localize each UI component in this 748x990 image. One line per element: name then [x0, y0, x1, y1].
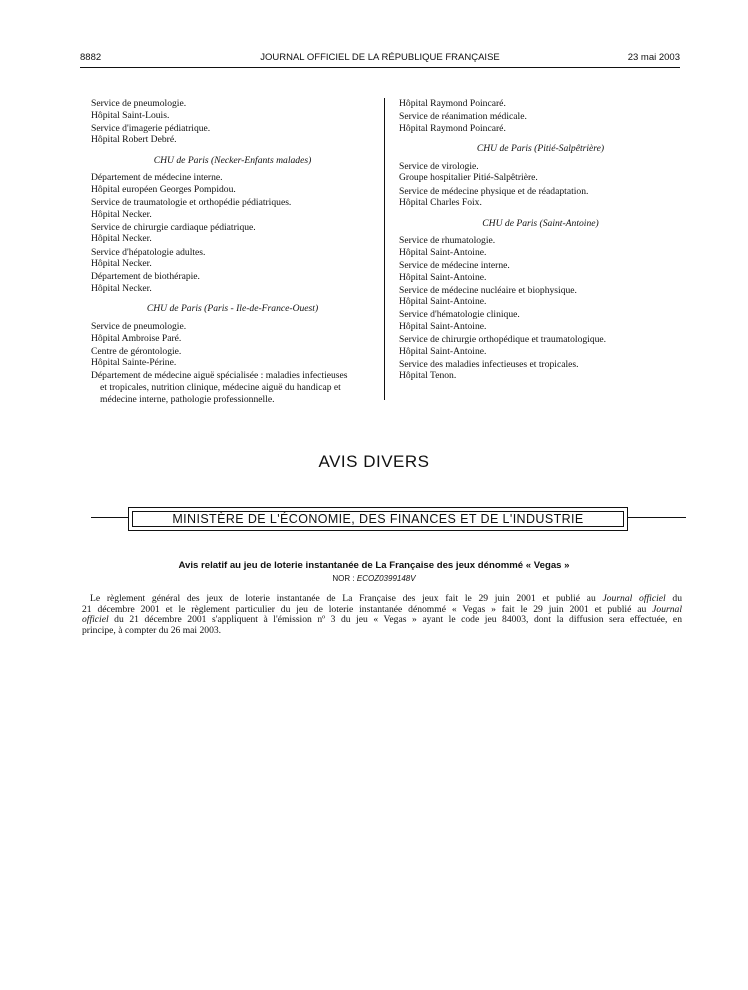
- left-column: [91, 98, 374, 407]
- service-entry: [91, 346, 374, 369]
- italic-text: Journal: [652, 603, 682, 615]
- entry-line: Service de virologie.: [399, 160, 479, 172]
- entry-line: Hôpital Saint-Antoine.: [399, 271, 487, 283]
- nor-reference: [0, 574, 748, 583]
- service-entry: [91, 172, 374, 195]
- entry-line: Service de chirurgie orthopédique et traumatologique.: [399, 334, 607, 346]
- entry-line: Hôpital Raymond Poincaré.: [399, 122, 506, 134]
- body-text-segment: Le règlement général des jeux de loterie instantanée de La Française des jeux fait le 29 juin 2001 et publié au: [90, 593, 603, 604]
- service-entry: [399, 334, 682, 357]
- service-entry: [399, 285, 682, 308]
- entry-line: Hôpital Charles Foix.: [399, 197, 482, 209]
- entry-line: Hôpital Saint-Louis.: [91, 109, 170, 121]
- header-rule: [80, 67, 680, 68]
- chu-heading: CHU de Paris (Paris - Ile-de-France-Ouest): [146, 303, 319, 315]
- entry-line: Hôpital Necker.: [91, 233, 152, 245]
- service-entry: [399, 359, 682, 382]
- entry-line: Hôpital européen Georges Pompidou.: [91, 184, 236, 196]
- body-text-segment: du: [665, 593, 683, 604]
- body-text-segment: 21 décembre 2001 et le règlement particulier du jeu de loterie instantanée dénommé « Vegas » fait le 29 juin 2001 et publié au: [82, 603, 653, 615]
- entry-line: Service de médecine nucléaire et biophysique.: [399, 284, 577, 296]
- entry-line: Hôpital Sainte-Périne.: [91, 357, 177, 369]
- entry-line: Hôpital Saint-Antoine.: [399, 321, 487, 332]
- service-entry: [91, 271, 374, 294]
- body-text-segment: du 21 décembre 2001 s'appliquent à l'émission nº 3 du jeu « Vegas » ayant le code jeu 84003, dont la diffusion sera effectuée, en: [108, 614, 682, 626]
- entry-line: Hôpital Saint-Antoine.: [399, 345, 487, 357]
- service-entry: [399, 111, 682, 134]
- entry-line: Hôpital Necker.: [91, 208, 152, 220]
- section-title: AVIS DIVERS: [318, 452, 430, 471]
- chu-heading: CHU de Paris (Necker-Enfants malades): [153, 154, 312, 166]
- entry-line: Service de traumatologie et orthopédie pédiatriques.: [91, 197, 292, 209]
- page-header: [80, 52, 680, 66]
- entry-line: Département de médecine aiguë spécialisée : maladies infectieuses: [91, 370, 348, 382]
- notice-body: [82, 594, 682, 636]
- issue-date: 23 mai 2003: [627, 52, 680, 63]
- entry-line: Service de médecine interne.: [399, 260, 510, 272]
- entry-line: médecine interne, pathologie professionnelle.: [100, 393, 275, 405]
- entry-line: Service de rhumatologie.: [399, 235, 496, 247]
- service-entry: [91, 370, 374, 405]
- entry-line: Service de médecine physique et de réadaptation.: [399, 185, 589, 197]
- nor-label: NOR :: [332, 574, 355, 583]
- ministry-name: MINISTÈRE DE L'ÉCONOMIE, DES FINANCES ET DE L'INDUSTRIE: [172, 512, 584, 526]
- entry-line: Service des maladies infectieuses et tropicales.: [399, 358, 579, 370]
- ministry-banner: [128, 507, 628, 531]
- service-entry: [399, 98, 682, 110]
- entry-line: Hôpital Necker.: [91, 258, 152, 270]
- service-entry: [399, 309, 682, 332]
- entry-line: Centre de gérontologie.: [91, 345, 182, 357]
- service-entry: [91, 123, 374, 146]
- service-entry: [91, 222, 374, 245]
- chu-heading: CHU de Paris (Saint-Antoine): [482, 217, 599, 229]
- entry-line: Service d'imagerie pédiatrique.: [91, 122, 211, 134]
- entry-line: Service de pneumologie.: [91, 98, 187, 109]
- service-entry: [91, 98, 374, 121]
- entry-line: Hôpital Robert Debré.: [91, 134, 177, 146]
- entry-line: Groupe hospitalier Pitié-Salpêtrière.: [399, 172, 538, 184]
- entry-line: Service d'hépatologie adultes.: [91, 246, 206, 258]
- entry-line: Service de réanimation médicale.: [399, 111, 527, 123]
- service-entry: [91, 247, 374, 270]
- entry-line: Département de médecine interne.: [91, 172, 223, 184]
- entry-line: et tropicales, nutrition clinique, médecine aiguë du handicap et: [100, 381, 341, 393]
- italic-text: Journal officiel: [602, 593, 666, 604]
- body-text-segment: principe, à compter du 26 mai 2003.: [82, 624, 222, 636]
- service-entry: [91, 321, 374, 344]
- entry-line: Service de chirurgie cardiaque pédiatrique.: [91, 221, 256, 233]
- entry-line: Hôpital Raymond Poincaré.: [399, 98, 506, 109]
- service-entry: [399, 260, 682, 283]
- entry-line: Hôpital Necker.: [91, 282, 152, 294]
- service-entry: [399, 235, 682, 258]
- service-entry: [399, 186, 682, 209]
- body-line: [82, 626, 682, 637]
- entry-line: Service de pneumologie.: [91, 321, 187, 332]
- service-entry: [399, 161, 682, 184]
- page-number: 8882: [80, 52, 102, 63]
- entry-line: Hôpital Ambroise Paré.: [91, 332, 182, 344]
- service-entry: [91, 197, 374, 220]
- chu-heading: CHU de Paris (Pitié-Salpêtrière): [476, 143, 605, 155]
- nor-code: ECOZ0399148V: [356, 574, 416, 583]
- right-column: [399, 98, 682, 383]
- italic-text: officiel: [82, 614, 109, 626]
- entry-line: Hôpital Saint-Antoine.: [399, 246, 487, 258]
- entry-line: Hôpital Tenon.: [399, 370, 457, 382]
- entry-line: Département de biothérapie.: [91, 271, 200, 283]
- entry-line: Hôpital Saint-Antoine.: [399, 296, 487, 308]
- notice-title: Avis relatif au jeu de loterie instantanée de La Française des jeux dénommé « Vegas »: [178, 560, 570, 571]
- journal-title: JOURNAL OFFICIEL DE LA RÉPUBLIQUE FRANÇAISE: [260, 52, 500, 63]
- column-divider: [384, 98, 385, 400]
- entry-line: Service d'hématologie clinique.: [399, 309, 520, 321]
